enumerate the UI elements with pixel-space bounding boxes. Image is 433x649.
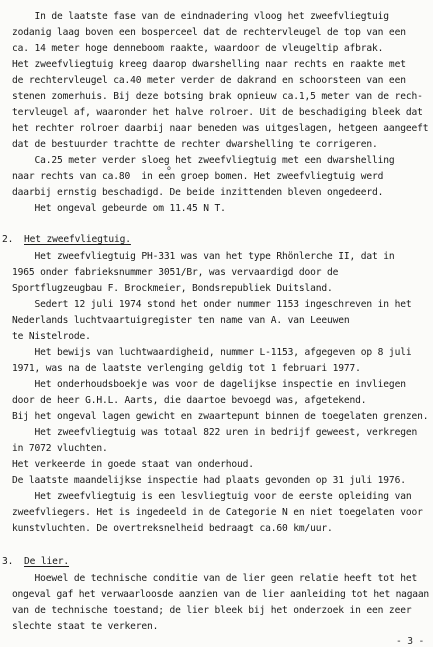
text-line: Hoewel de technische conditie van de lier geen relatie heeft tot het [12, 573, 418, 584]
section-number: 2. [2, 234, 14, 245]
text-line: In de laatste fase van de eindnadering vloog het zweefvliegtuig [12, 11, 389, 22]
text-line: 1965 onder fabrieksnummer 3051/Br, was vervaardigd door de [12, 267, 339, 278]
text-line: Nederlands luchtvaartuigregister ten name van A. van Leeuwen [12, 315, 350, 326]
text-line: dat de bestuurder trachtte de rechter dwarshelling te corrigeren. [12, 139, 378, 150]
text-line: tervleugel af, waaronder het halve rolroer. Uit de beschadiging bleek dat [12, 107, 423, 118]
text-line: Het verkeerde in goede staat van onderhoud. [12, 459, 254, 470]
text-line: te Nistelrode. [12, 331, 91, 342]
text-line: Het zweefvliegtuig kreeg daarop dwarshelling naar rechts en raakte met [12, 59, 406, 70]
text-line: Het onderhoudsboekje was voor de dagelijkse inspectie en invliegen [12, 379, 406, 390]
section-heading: De lier. [24, 556, 70, 567]
text-line: ongeval gaf het verwaarloosde aanzien van de lier aanleiding tot het nagaan [12, 589, 429, 600]
text-line: het rechter rolroer daarbij naar beneden was uitgeslagen, hetgeen aangeeft [12, 123, 429, 134]
page-number-mark: - 3 - [396, 636, 425, 647]
text-line: kunstvluchten. De overtreksnelheid bedraagt ca.60 km/uur. [12, 523, 333, 534]
text-line: van de technische toestand; de lier bleek bij het onderzoek in een zeer [12, 605, 412, 616]
text-line: slechte staat te verkeren. [12, 621, 159, 632]
text-line: stenen zomerhuis. Bij deze botsing brak opnieuw ca.1,5 meter van de rech- [12, 91, 423, 102]
text-line: Sedert 12 juli 1974 stond het onder nummer 1153 ingeschreven in het [12, 299, 412, 310]
text-line: de rechtervleugel ca.40 meter verder de dakrand en schoorsteen van een [12, 75, 406, 86]
text-line: Het bewijs van luchtwaardigheid, nummer L-1153, afgegeven op 8 juli [12, 347, 412, 358]
text-line: zweefvliegers. Het is ingedeeld in de Categorie N en niet toegelaten voor [12, 507, 423, 518]
text-line: De laatste maandelijkse inspectie had plaats gevonden op 31 juli 1976. [12, 475, 406, 486]
text-line: ca. 14 meter hoge denneboom raakte, waardoor de vleugeltip afbrak. [12, 43, 384, 54]
text-line: Sportflugzeugbau F. Brockmeier, Bondsrepubliek Duitsland. [12, 283, 333, 294]
text-line: Het zweefvliegtuig PH-331 was van het type Rhönlerche II, dat in [12, 251, 395, 262]
text-line: Het ongeval gebeurde om 11.45 N T. [12, 203, 226, 214]
section-number: 3. [2, 556, 14, 567]
text-line: daarbij ernstig beschadigd. De beide inzittenden bleven ongedeerd. [12, 187, 384, 198]
text-line: zodanig laag boven een bosperceel dat de rechtervleugel de top van een [12, 27, 406, 38]
text-line: naar rechts van ca.80 in een groep bomen. Het zweefvliegtuig werd [12, 171, 384, 182]
text-line: door de heer G.H.L. Aarts, die daartoe bevoegd was, afgetekend. [12, 395, 367, 406]
degree-superscript: o [167, 164, 171, 172]
text-line: Het zweefvliegtuig was totaal 822 uren in bedrijf geweest, verkregen [12, 427, 418, 438]
text-line: Bij het ongeval lagen gewicht en zwaartepunt binnen de toegelaten grenzen. [12, 411, 429, 422]
text-line: in 7072 vluchten. [12, 443, 108, 454]
text-line: Het zweefvliegtuig is een lesvliegtuig voor de eerste opleiding van [12, 491, 412, 502]
section-heading: Het zweefvliegtuig. [24, 234, 131, 245]
text-line: 1971, was na de laatste verlenging geldig tot 1 februari 1977. [12, 363, 361, 374]
text-line: Ca.25 meter verder sloeg het zweefvliegtuig met een dwarshelling [12, 155, 395, 166]
